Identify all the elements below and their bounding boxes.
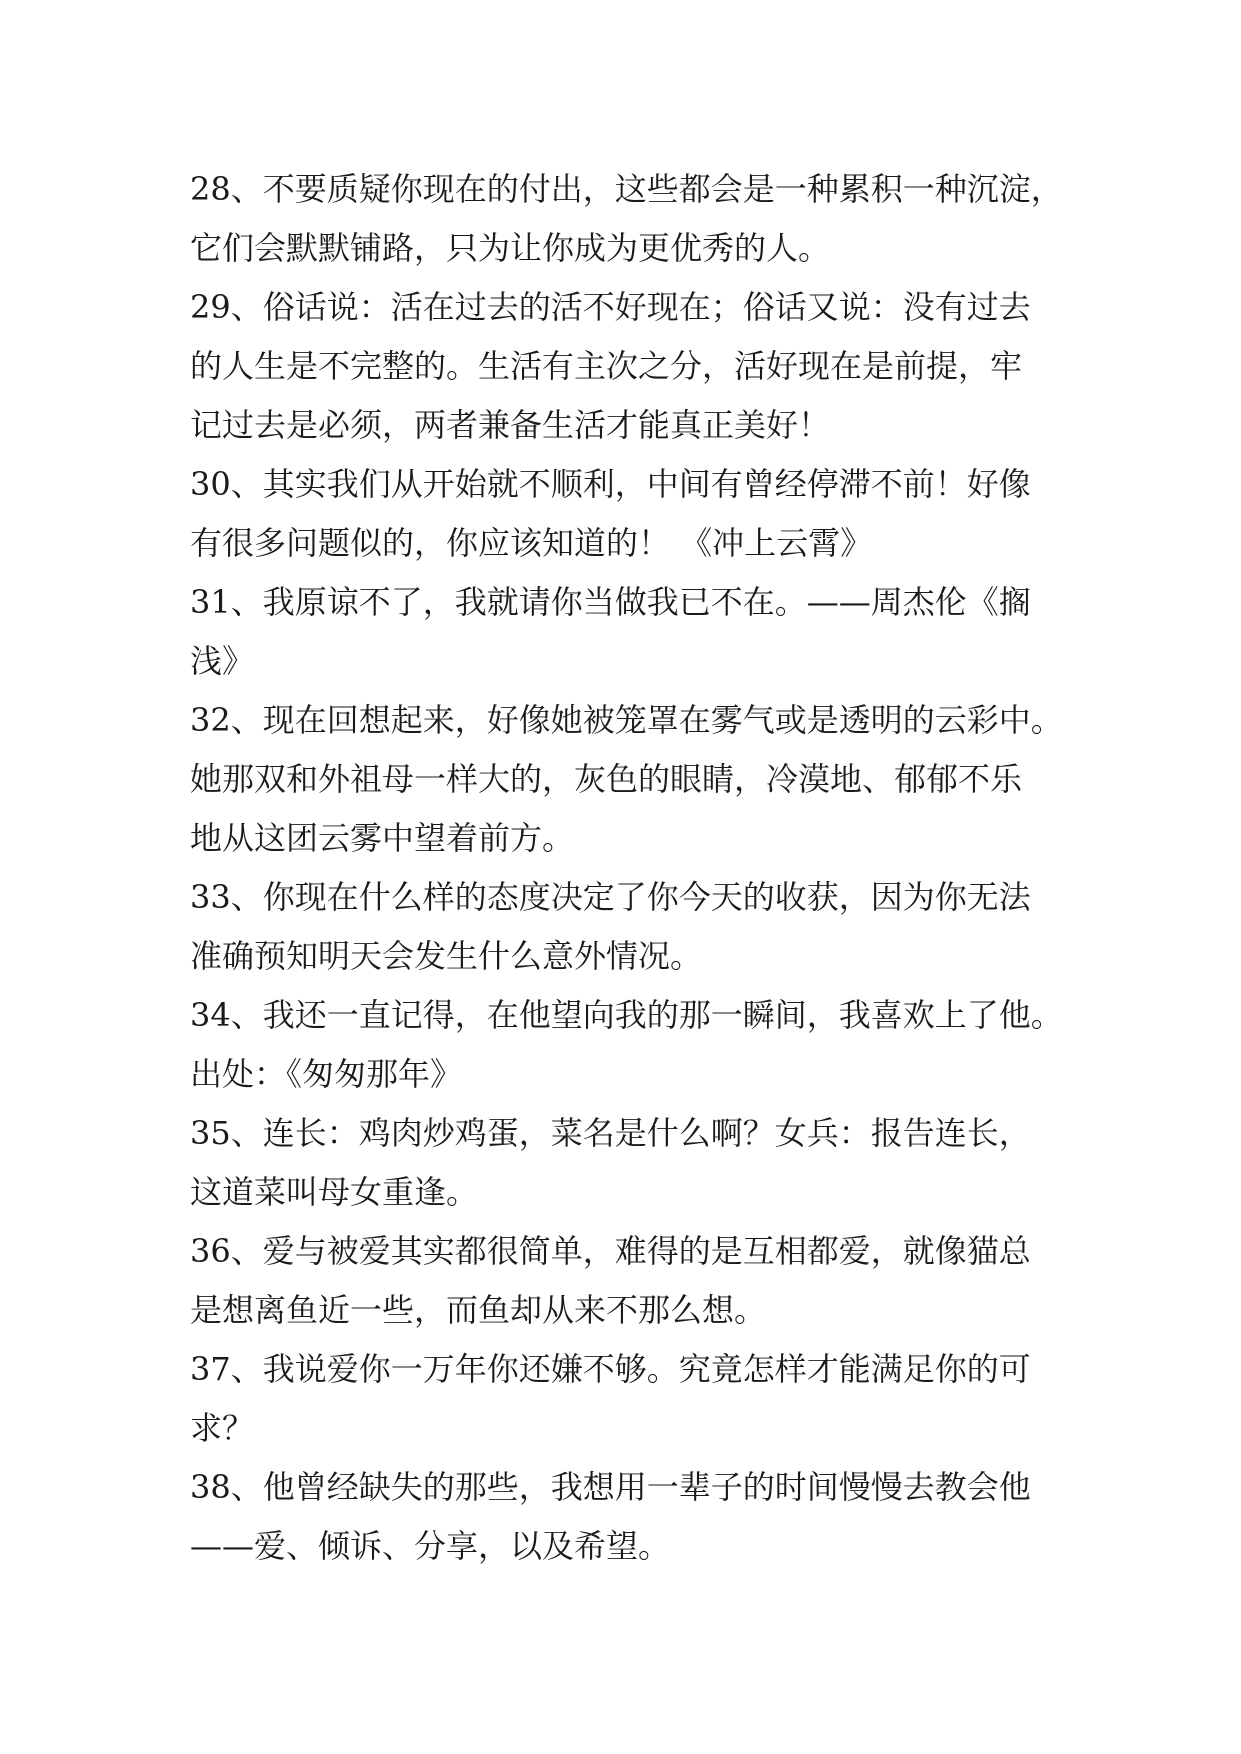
text-line: 出处：《匆匆那年》 (190, 1055, 463, 1093)
text-line: 她那双和外祖母一样大的，灰色的眼睛，冷漠地、郁郁不乐 (190, 760, 1023, 798)
text-line: 36、爱与被爱其实都很简单，难得的是互相都爱，就像猫总 (190, 1232, 1031, 1270)
document-body (190, 160, 1070, 1576)
text-line: 28、不要质疑你现在的付出，这些都会是一种累积一种沉淀， (190, 170, 1063, 208)
text-line: 35、连长：鸡肉炒鸡蛋，菜名是什么啊？女兵：报告连长， (190, 1114, 1031, 1152)
text-line: 33、你现在什么样的态度决定了你今天的收获，因为你无法 (190, 878, 1031, 916)
text-line: 浅》 (190, 642, 255, 680)
text-line: 记过去是必须，两者兼备生活才能真正美好！ (190, 406, 831, 444)
text-line: 是想离鱼近一些，而鱼却从来不那么想。 (190, 1291, 767, 1329)
text-line: 29、俗话说：活在过去的活不好现在；俗话又说：没有过去 (190, 288, 1031, 326)
text-line: 它们会默默铺路，只为让你成为更优秀的人。 (190, 229, 831, 267)
text-line: 准确预知明天会发生什么意外情况。 (190, 937, 703, 975)
text-line: 的人生是不完整的。生活有主次之分，活好现在是前提，牢 (190, 347, 1023, 385)
text-line: 38、他曾经缺失的那些，我想用一辈子的时间慢慢去教会他 (190, 1468, 1031, 1506)
text-line: 求？ (190, 1409, 255, 1447)
text-line: 37、我说爱你一万年你还嫌不够。究竟怎样才能满足你的可 (190, 1350, 1031, 1388)
text-line: ——爱、倾诉、分享，以及希望。 (190, 1527, 671, 1565)
text-line: 地从这团云雾中望着前方。 (190, 819, 575, 857)
text-line: 32、现在回想起来，好像她被笼罩在雾气或是透明的云彩中。 (190, 701, 1063, 739)
text-line: 这道菜叫母女重逢。 (190, 1173, 479, 1211)
text-line: 30、其实我们从开始就不顺利，中间有曾经停滞不前！好像 (190, 465, 1031, 503)
text-line: 31、我原谅不了，我就请你当做我已不在。——周杰伦《搁 (190, 583, 1031, 621)
text-line: 34、我还一直记得，在他望向我的那一瞬间，我喜欢上了他。 (190, 996, 1063, 1034)
text-line: 有很多问题似的，你应该知道的！ 《冲上云霄》 (190, 524, 873, 562)
